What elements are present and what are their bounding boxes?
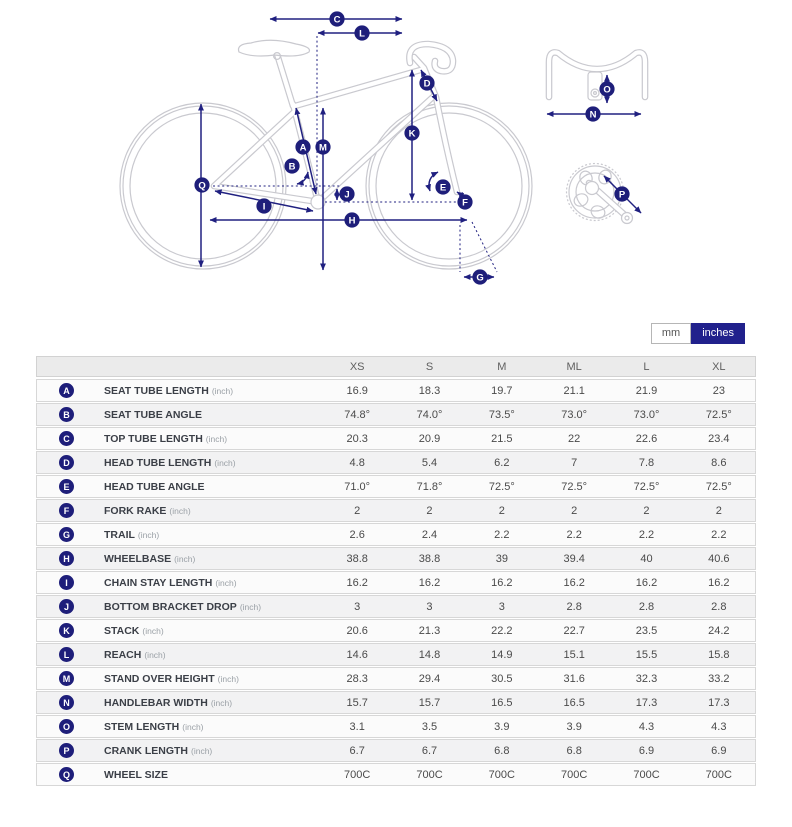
cell-value-s: 6.7 [421,744,438,757]
row-letter-badge: P [59,743,74,758]
cell-value-xl: 2.8 [711,600,727,613]
row-label-cell [37,599,321,614]
marker-j-label: J [344,189,350,201]
table-row [36,523,756,546]
cell-value-s: 18.3 [418,384,441,397]
cell-value-ml: 6.8 [566,744,582,757]
table-row [36,451,756,474]
cell-value-m: 2.2 [494,528,510,541]
cell-value-ml: 21.1 [563,384,585,397]
marker-n-label: N [589,109,597,121]
marker-g [472,269,487,284]
bike-geometry-illustration [0,0,792,308]
cell-value-m: 21.5 [491,432,513,445]
cell-value-ml: 72.5° [561,480,588,493]
cell-value-m: 700C [488,768,515,781]
row-label-cell [37,551,321,566]
cell-value-ml: 16.5 [563,696,585,709]
row-unit: (inch) [239,601,262,612]
row-label: SEAT TUBE ANGLE [104,408,203,421]
cell-value-xs: 15.7 [346,696,368,709]
cell-value-xs: 3.1 [349,720,365,733]
size-column-ml: ML [566,360,582,373]
row-unit: (inch) [191,745,213,756]
table-row [36,691,756,714]
marker-l-label: L [359,28,365,40]
row-label: CRANK LENGTH [104,744,188,757]
row-label-cell [37,719,321,734]
row-letter-badge: E [59,479,74,494]
cell-value-m: 22.2 [491,624,513,637]
cell-value-ml: 2.2 [566,528,582,541]
cell-value-ml: 39.4 [563,552,585,565]
cell-value-ml: 22 [568,432,581,445]
row-label: TRAIL [104,528,135,541]
marker-i [256,198,271,213]
cell-value-ml: 700C [561,768,588,781]
row-letter-badge: C [59,431,74,446]
marker-m-label: M [319,142,327,154]
row-unit: (inch) [182,721,204,732]
row-label-cell [37,695,321,710]
row-label: HANDLEBAR WIDTH [104,696,208,709]
row-label-cell [37,647,321,662]
cell-value-ml: 31.6 [563,672,585,685]
cell-value-m: 72.5° [488,480,515,493]
table-row [36,715,756,738]
marker-f-label: F [462,197,468,209]
cell-value-m: 14.9 [491,648,513,661]
table-row [36,595,756,618]
cell-value-s: 14.8 [418,648,441,661]
cell-value-ml: 2 [571,504,578,517]
table-row [36,403,756,426]
table-row [36,667,756,690]
row-label-cell [37,671,321,686]
cell-value-s: 3 [426,600,433,613]
cell-value-xs: 16.9 [346,384,368,397]
marker-e-label: E [439,182,447,194]
row-label: BOTTOM BRACKET DROP [104,600,237,613]
table-row [36,379,756,402]
row-letter-badge: D [59,455,74,470]
cell-value-xl: 4.3 [711,720,727,733]
row-letter-badge: B [59,407,74,422]
row-unit: (inch) [210,697,233,708]
cell-value-xs: 20.3 [346,432,368,445]
handlebar-top-view [549,52,645,100]
row-label-cell [37,407,321,422]
row-letter-badge: Q [59,767,74,782]
cell-value-l: 21.9 [635,384,658,397]
cell-value-xl: 72.5° [705,480,732,493]
cell-value-l: 17.3 [635,696,658,709]
row-letter-badge: O [59,719,74,734]
cell-value-xs: 700C [344,768,371,781]
cell-value-m: 3.9 [494,720,510,733]
cell-value-xl: 2.2 [711,528,727,541]
marker-o [599,81,614,96]
cell-value-ml: 16.2 [563,576,585,589]
cell-value-l: 16.2 [635,576,658,589]
row-label: STAND OVER HEIGHT [104,672,215,685]
cell-value-xl: 6.9 [711,744,727,757]
cell-value-m: 6.8 [494,744,510,757]
cell-value-m: 2 [498,504,505,517]
row-letter-badge: G [59,527,74,542]
marker-p-label: P [618,189,626,201]
cell-value-xs: 2 [354,504,361,517]
marker-l [354,25,369,40]
cell-value-s: 21.3 [418,624,441,637]
cell-value-xl: 23 [712,384,725,397]
cell-value-l: 40 [640,552,653,565]
cell-value-m: 3 [498,600,505,613]
row-label: TOP TUBE LENGTH [104,432,203,445]
cell-value-s: 16.2 [418,576,441,589]
row-label-cell [37,503,321,518]
size-column-xs: XS [349,360,365,373]
cell-value-l: 23.5 [635,624,658,637]
row-letter-badge: F [59,503,74,518]
row-unit: (inch) [215,577,237,588]
row-label-cell [37,431,321,446]
inches-toggle-button[interactable]: inches [691,323,745,344]
cell-value-xs: 2.6 [349,528,365,541]
geometry-table-header [36,356,756,377]
row-letter-badge: J [59,599,74,614]
cell-value-xl: 23.4 [708,432,730,445]
cell-value-ml: 15.1 [563,648,585,661]
row-label-cell [37,455,321,470]
cell-value-l: 6.9 [638,744,655,757]
size-column-m: M [497,360,507,373]
row-letter-badge: H [59,551,74,566]
row-label: HEAD TUBE LENGTH [104,456,212,469]
table-row [36,499,756,522]
marker-k [404,125,419,140]
marker-b-label: B [288,161,296,173]
cell-value-xs: 20.6 [346,624,368,637]
marker-j [339,186,354,201]
table-row [36,619,756,642]
marker-g-label: G [476,272,484,284]
marker-c [329,11,344,26]
row-label-cell [37,743,321,758]
cell-value-l: 22.6 [635,432,658,445]
cell-value-m: 19.7 [491,384,513,397]
marker-m [315,139,330,154]
cell-value-xs: 6.7 [349,744,365,757]
marker-k-label: K [408,128,416,140]
marker-p [614,186,629,201]
row-letter-badge: N [59,695,74,710]
mm-toggle-button[interactable]: mm [651,323,691,344]
row-label-cell [37,527,321,542]
row-unit: (inch) [144,649,166,660]
marker-b [284,158,299,173]
cell-value-s: 74.0° [416,408,443,421]
cell-value-m: 16.5 [491,696,513,709]
cell-value-m: 39 [495,552,508,565]
table-row [36,427,756,450]
cell-value-ml: 2.8 [566,600,582,613]
marker-c-label: C [333,14,341,26]
cell-value-s: 2.4 [421,528,438,541]
row-label: STEM LENGTH [104,720,180,733]
row-unit: (inch) [211,385,234,396]
marker-d [419,75,434,90]
table-row [36,571,756,594]
cell-value-l: 15.5 [635,648,658,661]
row-label: STACK [104,624,140,637]
marker-h [344,212,359,227]
cell-value-l: 2.2 [638,528,655,541]
row-label: WHEEL SIZE [104,768,168,781]
row-unit: (inch) [142,625,164,636]
row-label-cell [37,575,321,590]
cell-value-m: 30.5 [491,672,513,685]
row-unit: (inch) [217,673,239,684]
cell-value-l: 700C [633,768,660,781]
table-row [36,739,756,762]
cell-value-l: 73.0° [633,408,660,421]
marker-a [295,139,310,154]
cell-value-xl: 17.3 [708,696,730,709]
cell-value-xl: 15.8 [708,648,730,661]
cell-value-xs: 28.3 [346,672,368,685]
size-column-xl: XL [712,360,726,373]
cell-value-l: 4.3 [638,720,655,733]
table-row [36,643,756,666]
cell-value-xs: 74.8° [344,408,371,421]
cell-value-l: 2 [643,504,650,517]
row-letter-badge: A [59,383,74,398]
cell-value-l: 7.8 [638,456,655,469]
row-label: SEAT TUBE LENGTH [104,384,209,397]
units-toggle [651,323,745,344]
cell-value-s: 700C [416,768,443,781]
row-label: CHAIN STAY LENGTH [104,576,213,589]
cell-value-s: 3.5 [421,720,438,733]
saddle [239,40,310,59]
marker-f [457,194,472,209]
marker-o-label: O [603,84,611,96]
cell-value-xs: 71.0° [344,480,371,493]
cell-value-xl: 24.2 [708,624,730,637]
row-unit: (inch) [214,457,236,468]
row-unit: (inch) [205,433,228,444]
table-row [36,763,756,786]
table-row [36,547,756,570]
cell-value-xl: 16.2 [708,576,730,589]
row-unit: (inch) [169,505,191,516]
row-label-cell [37,767,321,782]
cell-value-m: 16.2 [491,576,513,589]
cell-value-xl: 8.6 [711,456,727,469]
row-label-cell [37,623,321,638]
marker-n [585,106,600,121]
cell-value-m: 6.2 [494,456,510,469]
row-label-cell [37,479,321,494]
row-unit: (inch) [174,553,196,564]
row-letter-badge: M [59,671,74,686]
marker-q [194,177,209,192]
cell-value-ml: 3.9 [566,720,582,733]
size-column-s: S [425,360,434,373]
marker-a-label: A [299,142,307,154]
cell-value-l: 72.5° [633,480,660,493]
table-row [36,475,756,498]
marker-h-label: H [348,215,356,227]
geometry-table-body [36,379,756,786]
row-letter-badge: I [59,575,74,590]
cell-value-xl: 72.5° [705,408,732,421]
row-label: FORK RAKE [104,504,167,517]
row-label-cell [37,383,321,398]
cell-value-xl: 33.2 [708,672,730,685]
marker-e [435,179,450,194]
cell-value-xs: 16.2 [346,576,368,589]
cell-value-l: 2.8 [638,600,655,613]
cell-value-ml: 7 [571,456,578,469]
cell-value-s: 15.7 [418,696,441,709]
cell-value-xs: 3 [354,600,361,613]
row-letter-badge: L [59,647,74,662]
row-letter-badge: K [59,623,74,638]
row-unit: (inch) [137,529,160,540]
row-label: REACH [104,648,142,661]
geometry-table [36,356,756,786]
size-column-l: L [643,360,650,373]
cell-value-xl: 2 [715,504,722,517]
bike-geometry-diagram [0,0,792,308]
cell-value-xl: 700C [705,768,732,781]
marker-i-label: I [262,201,266,213]
row-label: WHEELBASE [104,552,172,565]
cell-value-s: 38.8 [418,552,441,565]
cell-value-xs: 14.6 [346,648,368,661]
cell-value-xl: 40.6 [708,552,730,565]
row-label: HEAD TUBE ANGLE [104,480,205,493]
marker-d-label: D [423,78,431,90]
cell-value-xs: 38.8 [346,552,368,565]
cell-value-ml: 22.7 [563,624,585,637]
cell-value-s: 29.4 [418,672,441,685]
marker-q-label: Q [198,180,206,192]
cell-value-m: 73.5° [488,408,515,421]
cell-value-l: 32.3 [635,672,658,685]
cell-value-ml: 73.0° [561,408,588,421]
units-toggle-row [0,323,792,344]
cell-value-xs: 4.8 [349,456,365,469]
cell-value-s: 71.8° [416,480,443,493]
cell-value-s: 20.9 [418,432,441,445]
cell-value-s: 2 [426,504,433,517]
cell-value-s: 5.4 [421,456,438,469]
